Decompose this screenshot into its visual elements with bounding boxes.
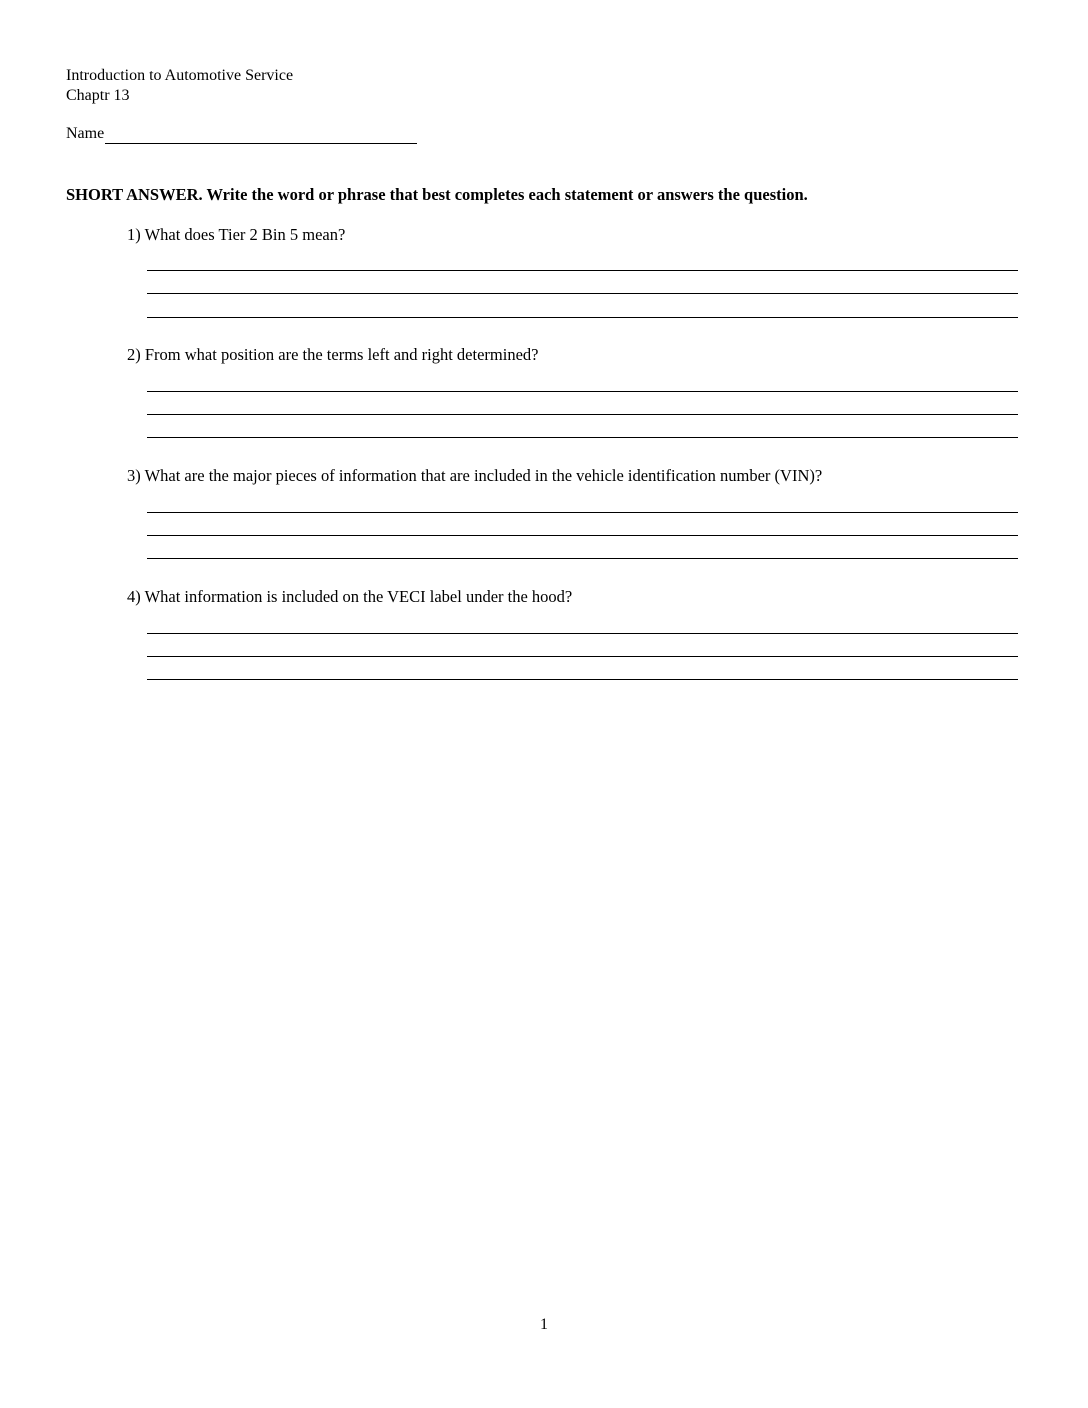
question-1 (127, 225, 345, 245)
answer-line (147, 512, 1018, 513)
question-text: What does Tier 2 Bin 5 mean? (144, 225, 346, 244)
question-2 (127, 345, 538, 365)
answer-line (147, 535, 1018, 536)
question-text: From what position are the terms left and right determined? (144, 345, 539, 364)
answer-line (147, 633, 1018, 634)
answer-line (147, 437, 1018, 438)
answer-line (147, 391, 1018, 392)
instructions: SHORT ANSWER. Write the word or phrase that best completes each statement or answers the question. (66, 185, 808, 204)
course-title: Introduction to Automotive Service (66, 67, 294, 84)
answer-line (147, 679, 1018, 680)
name-label: Name (66, 125, 105, 142)
question-number: 1) (127, 225, 141, 244)
question-text: What are the major pieces of information that are included in the vehicle identification number (VIN)? (144, 466, 823, 485)
question-number: 4) (127, 587, 141, 606)
question-3 (127, 466, 822, 486)
answer-line (147, 558, 1018, 559)
page-number: 1 (540, 1316, 548, 1333)
answer-line (147, 317, 1018, 318)
name-field (66, 124, 417, 144)
answer-line (147, 293, 1018, 294)
answer-line (147, 414, 1018, 415)
question-text: What information is included on the VECI label under the hood? (144, 587, 573, 606)
question-4 (127, 587, 572, 607)
name-blank-line (105, 127, 417, 144)
chapter-label: Chaptr 13 (66, 87, 130, 104)
answer-line (147, 270, 1018, 271)
question-number: 3) (127, 466, 141, 485)
answer-line (147, 656, 1018, 657)
document-header (66, 66, 293, 106)
question-number: 2) (127, 345, 141, 364)
